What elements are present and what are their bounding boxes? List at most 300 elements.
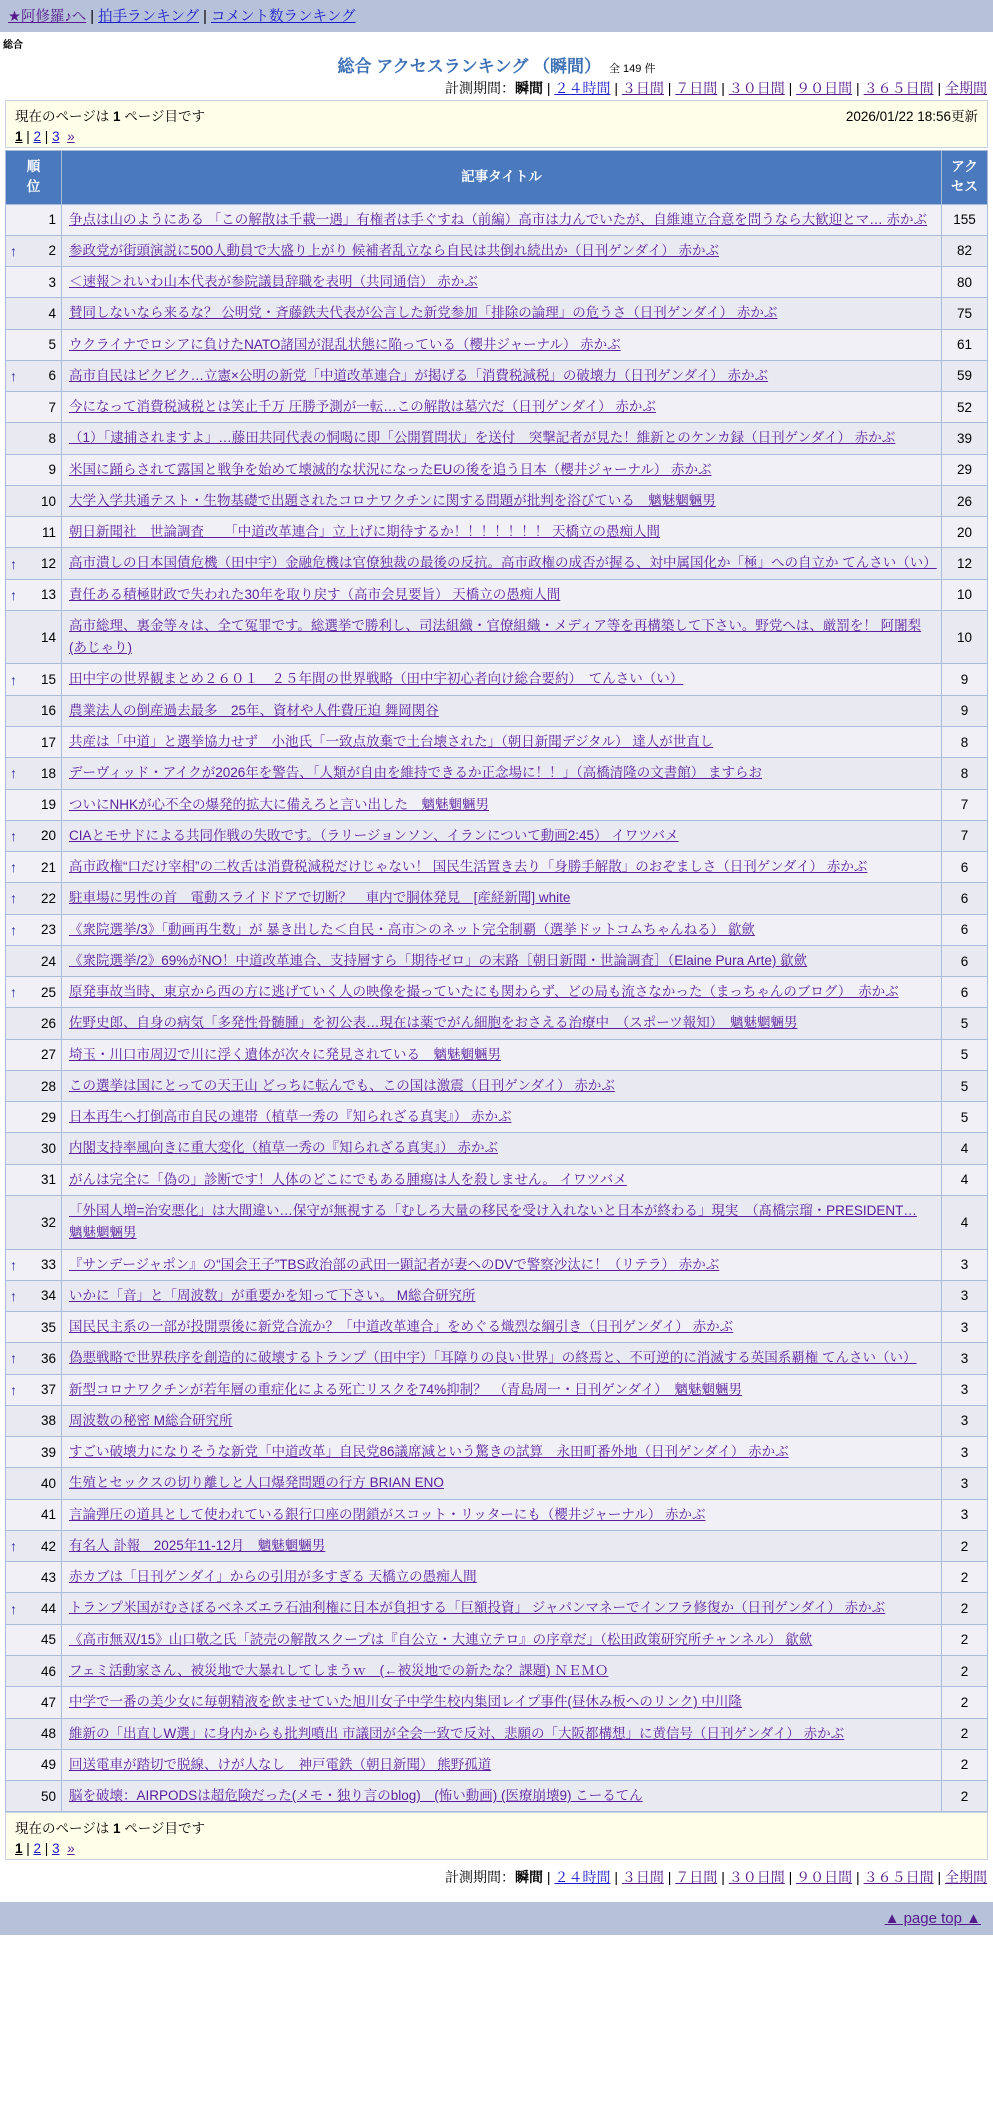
period-link[interactable]: ３６５日間 <box>863 1869 934 1886</box>
table-row <box>6 1102 988 1133</box>
article-link[interactable]: 偽悪戦略で世界秩序を創造的に破壊するトランプ（田中宇）「耳障りの良い世界」の終焉と、不可逆的に消滅する英国系覇権 てんさい（い） <box>69 1350 917 1366</box>
table-row <box>6 1008 988 1039</box>
table-row <box>6 1749 988 1780</box>
updated-timestamp: 2026/01/22 18:56更新 <box>845 109 978 124</box>
top-links <box>8 9 356 25</box>
article-link[interactable]: 大学入学共通テスト・生物基礎で出題されたコロナワクチンに関する問題が批判を浴びている 魑魅魍魎男 <box>69 492 716 508</box>
title-cell <box>62 579 942 610</box>
rank-cell <box>6 1468 62 1499</box>
article-link[interactable]: 維新の「出直しW選」に身内からも批判噴出 市議団が全会一致で反対、悲願の「大阪都構想」に黄信号（日刊ゲンダイ） 赤かぶ <box>69 1725 845 1741</box>
access-count: 3 <box>942 1405 988 1436</box>
pagination-page-link[interactable]: 2 <box>33 129 42 144</box>
rank-number: 30 <box>40 1141 56 1157</box>
period-links <box>445 1869 987 1885</box>
access-count: 4 <box>942 1196 988 1250</box>
table-row <box>6 517 988 548</box>
rank-number: 32 <box>40 1214 56 1230</box>
separator: | <box>717 80 729 96</box>
rank-number: 36 <box>40 1350 56 1366</box>
rank-number: 8 <box>48 430 56 446</box>
table-row <box>6 1312 988 1343</box>
access-count: 2 <box>942 1655 988 1686</box>
page-info-line <box>15 105 978 125</box>
rank-cell <box>6 1196 62 1250</box>
table-row <box>6 1280 988 1311</box>
access-count: 4 <box>942 1164 988 1195</box>
rank-number: 16 <box>40 703 56 719</box>
board-label: 総合 <box>3 40 23 51</box>
article-link[interactable]: 日本再生へ打倒高市自民の連帯（植草一秀の『知られざる真実』） 赤かぶ <box>69 1109 512 1125</box>
article-link[interactable]: CIAとモサドによる共同作戦の失敗です。（ラリージョンソン、イランについて動画2:45） イワツバメ <box>69 827 679 843</box>
rank-cell <box>6 329 62 360</box>
rank-number: 19 <box>40 797 56 813</box>
rank-cell <box>6 392 62 423</box>
separator: | <box>784 80 797 96</box>
article-link[interactable]: 内閣支持率風向きに重大変化（植草一秀の『知られざる真実』） 赤かぶ <box>69 1140 498 1156</box>
article-link[interactable]: 賛同しないなら来るな？ 公明党・斉藤鉄夫代表が公言した新党参加「排除の論理」の危うさ（日刊ゲンダイ） 赤かぶ <box>69 305 778 321</box>
period-link[interactable]: 全期間 <box>945 1869 987 1886</box>
rank-up-icon: ↑ <box>10 555 17 572</box>
pagination-next-link[interactable]: » <box>67 129 75 144</box>
separator: | <box>784 1869 797 1886</box>
access-count: 7 <box>942 789 988 820</box>
article-link[interactable]: 新型コロナワクチンが若年層の重症化による死亡リスクを74%抑制？ （青島周一・日刊ゲンダイ） 魑魅魍魎男 <box>69 1381 742 1397</box>
article-link[interactable]: ついにNHKが心不全の爆発的拡大に備えろと言い出した 魑魅魍魎男 <box>69 796 490 812</box>
table-row <box>6 1249 988 1280</box>
spacer <box>60 129 68 144</box>
rank-cell <box>6 485 62 516</box>
page-info-box <box>5 1812 988 1860</box>
article-link[interactable]: 米国に踊らされて露国と戦争を始めて壊滅的な状況になったEUの後を追う日本（櫻井ジャーナル） 赤かぶ <box>69 461 712 477</box>
rank-up-icon: ↑ <box>10 1350 17 1367</box>
access-count: 5 <box>942 1039 988 1070</box>
article-link[interactable]: 田中宇の世界観まとめ２６０１ ２５年間の世界戦略（田中宇初心者向け総合要約） てんさい（い） <box>69 671 684 687</box>
rank-number: 26 <box>40 1016 56 1032</box>
table-row <box>6 1374 988 1405</box>
table-row <box>6 298 988 329</box>
ranking-table <box>5 150 988 1812</box>
access-count: 6 <box>942 914 988 945</box>
article-link[interactable]: 《衆院選挙/3》「動画再生数」が 暴き出した＜自民・高市＞のネット完全制覇（選挙ドットコムちゃんねる） 歙歛 <box>69 921 755 937</box>
table-row <box>6 204 988 235</box>
pagination-page-link[interactable]: 3 <box>52 1841 60 1857</box>
rank-number: 50 <box>40 1788 56 1804</box>
article-link[interactable]: 《衆院選挙/2》69%がNO！中道改革連合、支持層すら「期待ゼロ」の末路［朝日新聞・世論調査］（Elaine Pura Arte) 歙歛 <box>69 952 808 968</box>
access-count: 39 <box>942 423 988 454</box>
rank-number: 44 <box>40 1601 56 1617</box>
title-cell <box>62 1593 942 1624</box>
column-header-access: アクセス <box>942 151 988 205</box>
access-count: 12 <box>942 548 988 579</box>
article-link[interactable]: 原発事故当時、東京から西の方に逃げていく人の映像を撮っていたにも関わらず、どの局も流さなかった（まっちゃんのブログ） 赤かぶ <box>69 984 899 1000</box>
top-navigation-bar <box>0 0 993 32</box>
page-info-prefix: 現在のページは <box>15 1821 113 1837</box>
title-cell <box>62 235 942 266</box>
period-link[interactable]: ３６５日間 <box>863 80 934 96</box>
article-link[interactable]: 周波数の秘密 M総合研究所 <box>69 1412 233 1428</box>
article-link[interactable]: がんは完全に「偽の」診断です！人体のどこにでもある腫瘍は人を殺しません。 イワツバメ <box>69 1171 627 1187</box>
title-cell <box>62 1781 942 1812</box>
period-link[interactable]: 全期間 <box>945 80 987 96</box>
rank-number: 10 <box>40 493 56 509</box>
pagination-page-link[interactable]: 3 <box>52 129 60 144</box>
article-link[interactable]: 高市政権“口だけ宰相”の二枚舌は消費税減税だけじゃない！ 国民生活置き去り「身勝手解散」のおぞましさ（日刊ゲンダイ） 赤かぶ <box>69 859 868 875</box>
rank-number: 28 <box>40 1078 56 1094</box>
title-cell <box>62 454 942 485</box>
rank-up-icon: ↑ <box>10 827 17 844</box>
rank-number: 17 <box>40 734 56 750</box>
article-link[interactable]: トランプ米国がむさぼるベネズエラ石油利権に日本が負担する「巨額投資」 ジャパンマネーでインフラ修復か（日刊ゲンダイ） 赤かぶ <box>69 1600 886 1616</box>
table-row <box>6 1405 988 1436</box>
title-cell <box>62 727 942 758</box>
article-link[interactable]: 高市潰しの日本国債危機（田中宇）金融危機は官僚独裁の最後の反抗。高市政権の成否が握る、対中属国化か「極」への自立か てんさい（い） <box>69 555 937 571</box>
period-link[interactable]: ７日間 <box>675 80 718 96</box>
table-row <box>6 267 988 298</box>
page-info-prefix: 現在のページは <box>15 109 113 124</box>
page-top-link[interactable]: ▲ page top ▲ <box>884 1910 981 1928</box>
article-link[interactable]: 赤カブは「日刊ゲンダイ」からの引用が多すぎる 天橋立の愚痴人間 <box>69 1569 477 1585</box>
access-count: 6 <box>942 883 988 914</box>
table-row <box>6 1468 988 1499</box>
article-link[interactable]: 《高市無双/15》山口敬之氏「読売の解散スクープは『自公立・大連立テロ』の序章だ」（松田政策研究所チャンネル） 歙歛 <box>69 1631 813 1647</box>
rank-cell <box>6 235 62 266</box>
access-count: 75 <box>942 298 988 329</box>
table-row <box>6 1562 988 1593</box>
rank-number: 48 <box>40 1726 56 1742</box>
access-count: 10 <box>942 579 988 610</box>
rank-cell <box>6 1164 62 1195</box>
rank-cell <box>6 548 62 579</box>
period-link[interactable]: ９０日間 <box>796 80 853 96</box>
article-link[interactable]: 駐車場に男性の首 電動スライドドアで切断？ 車内で胴体発見 [産経新聞] white <box>69 890 571 906</box>
article-link[interactable]: 『サンデージャポン』の“国会王子”TBS政治部の武田一顕記者が妻へのDVで警察沙汰に！（リテラ） 赤かぶ <box>69 1256 720 1272</box>
article-link[interactable]: （1）「逮捕されますよ」…藤田共同代表の恫喝に即「公開質問状」を送付 突撃記者が見た！維新とのケンカ録（日刊ゲンダイ） 赤かぶ <box>69 430 896 446</box>
table-row <box>6 548 988 579</box>
access-count: 8 <box>942 758 988 789</box>
article-link[interactable]: ＜速報＞れいわ山本代表が参院議員辞職を表明（共同通信） 赤かぶ <box>69 274 478 290</box>
top-link[interactable]: コメント数ランキング <box>210 9 356 25</box>
access-count: 2 <box>942 1624 988 1655</box>
title-cell <box>62 1499 942 1530</box>
title-cell <box>62 914 942 945</box>
access-count: 3 <box>942 1343 988 1374</box>
rank-cell <box>6 1374 62 1405</box>
rank-number: 23 <box>40 922 56 938</box>
title-cell <box>62 1374 942 1405</box>
rank-cell <box>6 1499 62 1530</box>
pagination-current: 1 <box>15 129 23 144</box>
access-count: 2 <box>942 1530 988 1561</box>
table-row <box>6 485 988 516</box>
access-count: 59 <box>942 360 988 391</box>
separator: | <box>610 80 622 96</box>
rank-cell <box>6 1312 62 1343</box>
rank-cell <box>6 758 62 789</box>
title-cell <box>62 758 942 789</box>
rank-number: 40 <box>40 1476 56 1492</box>
rank-number: 5 <box>48 337 56 353</box>
table-row <box>6 423 988 454</box>
article-link[interactable]: 高市自民はビクビク…立憲×公明の新党「中道改革連合」が掲げる「消費税減税」の破壊力（日刊ゲンダイ） 赤かぶ <box>69 367 769 383</box>
rank-cell <box>6 820 62 851</box>
rank-cell <box>6 1039 62 1070</box>
page-top-bar <box>0 1902 993 1935</box>
rank-number: 42 <box>40 1538 56 1554</box>
rank-up-icon: ↑ <box>10 921 17 938</box>
title-cell <box>62 1312 942 1343</box>
article-link[interactable]: 争点は山のようにある 「この解散は千載一遇」有権者は手ぐすね（前編）高市は力んでいたが、自維連立合意を問うなら大歓迎とマ… 赤かぶ <box>69 211 927 227</box>
rank-cell <box>6 298 62 329</box>
rank-cell <box>6 579 62 610</box>
access-count: 2 <box>942 1718 988 1749</box>
rank-number: 29 <box>40 1109 56 1125</box>
access-count: 5 <box>942 1102 988 1133</box>
separator: | <box>199 9 211 25</box>
article-link[interactable]: 脳を破壊：AIRPODSは超危険だった(メモ・独り言のblog) (怖い動画) (医療崩壊9) こーるてん <box>69 1788 643 1804</box>
table-row <box>6 329 988 360</box>
pagination <box>15 1841 978 1856</box>
article-link[interactable]: 共産は「中道」と選挙協力せず 小池氏「一致点放棄で土台壊された」（朝日新聞デジタル） 達人が世直し <box>69 734 714 750</box>
separator: | <box>933 1869 945 1886</box>
access-count: 3 <box>942 1499 988 1530</box>
title-cell <box>62 1008 942 1039</box>
rank-cell <box>6 852 62 883</box>
rank-cell <box>6 1749 62 1780</box>
article-link[interactable]: 言論弾圧の道具として使われている銀行口座の閉鎖がスコット・リッターにも（櫻井ジャーナル） 赤かぶ <box>69 1506 706 1522</box>
top-link[interactable]: ★阿修羅♪へ <box>8 9 87 25</box>
access-count: 82 <box>942 235 988 266</box>
article-link[interactable]: 有名人 訃報 2025年11-12月 魑魅魍魎男 <box>69 1537 326 1553</box>
access-count: 20 <box>942 517 988 548</box>
table-row <box>6 1624 988 1655</box>
title-cell <box>62 1624 942 1655</box>
separator: | <box>610 1869 622 1886</box>
rank-number: 31 <box>40 1172 56 1188</box>
rank-number: 47 <box>40 1694 56 1710</box>
separator: | <box>41 129 53 144</box>
title-cell <box>62 298 942 329</box>
period-filter-top <box>6 78 987 98</box>
separator: | <box>717 1869 729 1886</box>
title-cell <box>62 360 942 391</box>
rank-number: 34 <box>40 1288 56 1304</box>
article-link[interactable]: 高市総理、裏金等々は、全て冤罪です。総選挙で勝利し、司法組織・官僚組織・メディア等を再構築して下さい。野党へは、厳罰を！ 阿闍梨(あじゃり) <box>69 617 922 656</box>
access-count: 61 <box>942 329 988 360</box>
rank-number: 15 <box>40 672 56 688</box>
rank-up-icon: ↑ <box>10 367 17 384</box>
rank-up-icon: ↑ <box>10 1256 17 1273</box>
rank-number: 3 <box>48 274 56 290</box>
title-cell <box>62 204 942 235</box>
separator: | <box>852 80 864 96</box>
period-current: 瞬間 <box>515 1869 544 1886</box>
access-count: 3 <box>942 1468 988 1499</box>
title-cell <box>62 1133 942 1164</box>
page-info-box <box>5 100 988 148</box>
table-row <box>6 789 988 820</box>
ranking-table-body <box>6 204 988 1812</box>
access-count: 10 <box>942 610 988 664</box>
separator: | <box>852 1869 864 1886</box>
rank-number: 35 <box>40 1319 56 1335</box>
table-row <box>6 579 988 610</box>
page-info-suffix: ページ目です <box>120 109 205 124</box>
rank-up-icon: ↑ <box>10 586 17 603</box>
article-link[interactable]: 回送電車が踏切で脱線、けが人なし 神戸電鉄（朝日新聞） 熊野孤道 <box>69 1756 492 1772</box>
access-count: 2 <box>942 1562 988 1593</box>
title-cell <box>62 664 942 695</box>
title-cell <box>62 883 942 914</box>
article-link[interactable]: デーヴィッド・アイクが2026年を警告、「人類が自由を維持できるか正念場に！！」（高橋清隆の文書館） ますらお <box>69 765 762 781</box>
table-row <box>6 977 988 1008</box>
title-cell <box>62 1718 942 1749</box>
period-link[interactable]: ３日間 <box>621 1869 664 1886</box>
table-row <box>6 1039 988 1070</box>
rank-number: 6 <box>48 368 56 384</box>
current-page-number: 1 <box>112 109 121 124</box>
separator: | <box>543 1869 555 1886</box>
rank-up-icon: ↑ <box>10 1538 17 1555</box>
title-cell <box>62 820 942 851</box>
separator: | <box>543 80 555 96</box>
table-row <box>6 1133 988 1164</box>
rank-cell <box>6 1437 62 1468</box>
page-info-suffix: ページ目です <box>120 1821 205 1837</box>
access-count: 6 <box>942 852 988 883</box>
article-link[interactable]: 農業法人の倒産過去最多 25年、資材や人件費圧迫 舞岡関谷 <box>69 702 439 718</box>
rank-number: 39 <box>40 1444 56 1460</box>
period-link[interactable]: ７日間 <box>675 1869 718 1886</box>
rank-cell <box>6 1687 62 1718</box>
article-link[interactable]: 生殖とセックスの切り離しと人口爆発問題の行方 BRIAN ENO <box>69 1475 444 1491</box>
table-row <box>6 664 988 695</box>
table-row <box>6 1070 988 1101</box>
rank-cell <box>6 914 62 945</box>
rank-cell <box>6 1405 62 1436</box>
article-link[interactable]: 中学で一番の美少女に毎朝精液を飲ませていた旭川女子中学生校内集団レイプ事件(昼休み板へのリンク) 中川隆 <box>69 1694 742 1710</box>
page-title <box>0 52 993 77</box>
rank-number: 46 <box>40 1663 56 1679</box>
title-cell <box>62 1687 942 1718</box>
article-link[interactable]: 朝日新聞社 世論調査 「中道改革連合」立上げに期待するか！！！！！！！ 天橋立の愚痴人間 <box>69 524 660 540</box>
period-link[interactable]: ２４時間 <box>554 80 611 96</box>
rank-cell <box>6 789 62 820</box>
access-count: 3 <box>942 1437 988 1468</box>
article-link[interactable]: 責任ある積極財政で失われた30年を取り戻す（高市会見要旨） 天橋立の愚痴人間 <box>69 586 561 602</box>
access-count: 9 <box>942 664 988 695</box>
rank-number: 27 <box>40 1047 56 1063</box>
rank-cell <box>6 517 62 548</box>
rank-up-icon: ↑ <box>10 1381 17 1398</box>
rank-up-icon: ↑ <box>10 765 17 782</box>
article-link[interactable]: 佐野史郎、自身の病気「多発性骨髄腫」を初公表…現在は薬でがん細胞をおさえる治療中 （スポーツ報知） 魑魅魍魎男 <box>69 1015 798 1031</box>
table-row <box>6 235 988 266</box>
article-link[interactable]: 国民民主系の一部が投開票後に新党合流か？「中道改革連合」をめぐる熾烈な綱引き（日刊ゲンダイ） 赤かぶ <box>69 1319 734 1335</box>
period-link[interactable]: ２４時間 <box>554 1869 611 1886</box>
table-row <box>6 1343 988 1374</box>
table-row <box>6 1164 988 1195</box>
access-count: 80 <box>942 267 988 298</box>
title-cell <box>62 1562 942 1593</box>
table-header-row <box>6 151 988 205</box>
rank-number: 11 <box>41 524 56 540</box>
rank-up-icon: ↑ <box>10 1600 17 1617</box>
rank-cell <box>6 695 62 726</box>
article-link[interactable]: 「外国人増=治安悪化」は大間違い…保守が無視する「むしろ大量の移民を受け入れないと日本が終わる」現実 （髙橋宗瑠・PRESIDENT… 魑魅魍魎男 <box>69 1203 917 1241</box>
table-row <box>6 883 988 914</box>
article-link[interactable]: フェミ活動家さん、被災地で大暴れしてしまうｗ (←被災地での新たな？課題) ＮＥＭＯ <box>69 1662 609 1678</box>
title-cell <box>62 1343 942 1374</box>
rank-cell <box>6 454 62 485</box>
rank-up-icon: ↑ <box>10 1287 17 1304</box>
pagination-current: 1 <box>15 1841 23 1857</box>
article-link[interactable]: いかに「音」と「周波数」が重要かを知って下さい。 M総合研究所 <box>69 1287 476 1303</box>
rank-cell <box>6 423 62 454</box>
title-cell <box>62 1039 942 1070</box>
title-cell <box>62 1164 942 1195</box>
access-count: 3 <box>942 1312 988 1343</box>
access-count: 26 <box>942 485 988 516</box>
rank-number: 33 <box>40 1257 56 1273</box>
article-link[interactable]: この選挙は国にとっての天王山 どっちに転んでも、この国は激震（日刊ゲンダイ） 赤かぶ <box>69 1077 615 1093</box>
title-cell <box>62 852 942 883</box>
period-link[interactable]: ３０日間 <box>728 1869 785 1886</box>
period-current: 瞬間 <box>515 80 544 96</box>
table-row <box>6 914 988 945</box>
access-count: 2 <box>942 1687 988 1718</box>
access-count: 155 <box>942 204 988 235</box>
page-title-text: 総合 アクセスランキング （瞬間） <box>337 57 601 76</box>
rank-cell <box>6 1133 62 1164</box>
period-link[interactable]: ３０日間 <box>728 80 785 96</box>
rank-cell <box>6 1249 62 1280</box>
period-link[interactable]: ９０日間 <box>796 1869 853 1886</box>
table-row <box>6 610 988 664</box>
rank-cell <box>6 1008 62 1039</box>
article-link[interactable]: すごい破壊力になりそうな新党「中道改革」自民党86議席減という驚きの試算 永田町番外地（日刊ゲンダイ） 赤かぶ <box>69 1444 789 1460</box>
pagination-next-link[interactable]: » <box>67 1841 75 1857</box>
table-row <box>6 1196 988 1250</box>
rank-number: 20 <box>40 828 56 844</box>
rank-up-icon: ↑ <box>10 859 17 876</box>
rank-number: 1 <box>48 212 56 228</box>
access-count: 7 <box>942 820 988 851</box>
rank-cell <box>6 360 62 391</box>
access-count: 29 <box>942 454 988 485</box>
rank-cell <box>6 945 62 976</box>
spacer <box>60 1841 68 1856</box>
period-link[interactable]: ３日間 <box>621 80 664 96</box>
rank-cell <box>6 204 62 235</box>
rank-cell <box>6 1624 62 1655</box>
title-cell <box>62 329 942 360</box>
article-link[interactable]: 埼玉・川口市周辺で川に浮く遺体が次々に発見されている 魑魅魍魎男 <box>69 1046 501 1062</box>
title-cell <box>62 517 942 548</box>
access-count: 3 <box>942 1374 988 1405</box>
access-count: 5 <box>942 1070 988 1101</box>
pagination-page-link[interactable]: 2 <box>33 1841 42 1857</box>
table-row <box>6 1593 988 1624</box>
period-label: 計測期間： <box>445 80 516 96</box>
title-cell <box>62 1749 942 1780</box>
rank-cell <box>6 1718 62 1749</box>
title-cell <box>62 1437 942 1468</box>
article-link[interactable]: ウクライナでロシアに負けたNATO諸国が混乱状態に陥っている（櫻井ジャーナル） 赤かぶ <box>69 336 621 352</box>
article-link[interactable]: 今になって消費税減税とは笑止千万 圧勝予測が一転…この解散は墓穴だ（日刊ゲンダイ） 赤かぶ <box>69 399 656 415</box>
article-link[interactable]: 参政党が街頭演説に500人動員で大盛り上がり 候補者乱立なら自民は共倒れ続出か（日刊ゲンダイ） 赤かぶ <box>69 242 719 258</box>
rank-cell <box>6 1343 62 1374</box>
top-link[interactable]: 拍手ランキング <box>98 9 200 25</box>
